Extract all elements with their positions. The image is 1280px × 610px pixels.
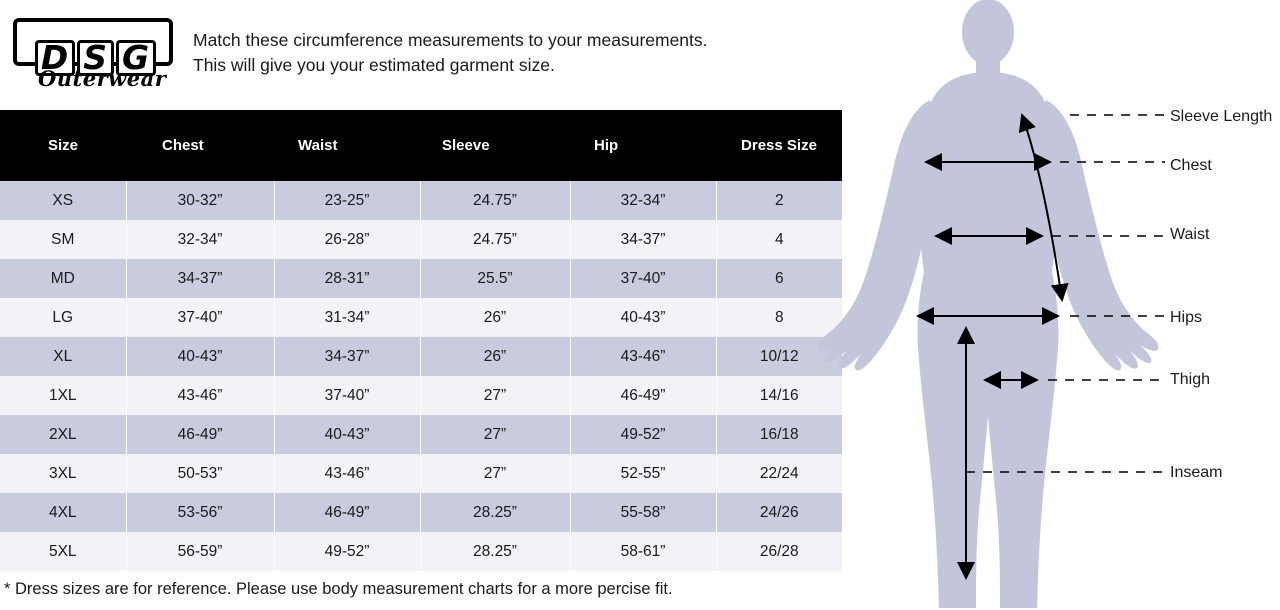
- column-header-dress-size: Dress Size: [716, 110, 842, 181]
- cell-sleeve: 27”: [420, 376, 570, 415]
- cell-dress-size: 2: [716, 181, 842, 220]
- table-row: [0, 532, 842, 571]
- cell-waist: 43-46”: [274, 454, 420, 493]
- cell-chest: 37-40”: [126, 298, 274, 337]
- cell-hip: 55-58”: [570, 493, 716, 532]
- footnote: * Dress sizes are for reference. Please use body measurement charts for a more percise fit.: [4, 580, 673, 598]
- cell-dress-size: 24/26: [716, 493, 842, 532]
- size-table-body: [0, 181, 842, 571]
- table-row: [0, 220, 842, 259]
- cell-hip: 37-40”: [570, 259, 716, 298]
- cell-waist: 23-25”: [274, 181, 420, 220]
- column-header-size: Size: [0, 110, 126, 181]
- cell-chest: 43-46”: [126, 376, 274, 415]
- cell-size: 2XL: [0, 415, 126, 454]
- cell-chest: 46-49”: [126, 415, 274, 454]
- cell-sleeve: 28.25”: [420, 493, 570, 532]
- table-row: [0, 454, 842, 493]
- cell-hip: 32-34”: [570, 181, 716, 220]
- size-table-wrap: [0, 110, 817, 571]
- cell-hip: 34-37”: [570, 220, 716, 259]
- cell-dress-size: 10/12: [716, 337, 842, 376]
- logo-letter-g: G: [116, 40, 156, 76]
- logo-letter-s: S: [77, 40, 114, 76]
- cell-size: 5XL: [0, 532, 126, 571]
- cell-chest: 40-43”: [126, 337, 274, 376]
- cell-dress-size: 8: [716, 298, 842, 337]
- cell-sleeve: 26”: [420, 337, 570, 376]
- cell-waist: 37-40”: [274, 376, 420, 415]
- cell-sleeve: 27”: [420, 454, 570, 493]
- column-header-waist: Waist: [274, 110, 420, 181]
- cell-size: XL: [0, 337, 126, 376]
- cell-hip: 43-46”: [570, 337, 716, 376]
- logo-letter-d: D: [35, 40, 75, 76]
- cell-chest: 53-56”: [126, 493, 274, 532]
- label-hips: Hips: [1170, 309, 1203, 326]
- cell-hip: 40-43”: [570, 298, 716, 337]
- cell-waist: 31-34”: [274, 298, 420, 337]
- intro-line-2: This will give you your estimated garment size.: [193, 55, 555, 75]
- label-waist: Waist: [1170, 226, 1210, 243]
- cell-chest: 32-34”: [126, 220, 274, 259]
- cell-chest: 34-37”: [126, 259, 274, 298]
- intro-text: [193, 28, 813, 78]
- cell-sleeve: 26”: [420, 298, 570, 337]
- cell-size: LG: [0, 298, 126, 337]
- column-header-hip: Hip: [570, 110, 716, 181]
- table-header-row: [0, 110, 842, 181]
- table-row: [0, 376, 842, 415]
- cell-hip: 58-61”: [570, 532, 716, 571]
- cell-waist: 28-31”: [274, 259, 420, 298]
- cell-waist: 26-28”: [274, 220, 420, 259]
- table-row: [0, 298, 842, 337]
- table-row: [0, 337, 842, 376]
- cell-sleeve: 24.75”: [420, 181, 570, 220]
- measurement-figure: [790, 0, 1280, 610]
- column-header-sleeve: Sleeve: [420, 110, 570, 181]
- logo-subtitle: Outerwear: [38, 66, 167, 91]
- cell-hip: 49-52”: [570, 415, 716, 454]
- cell-waist: 46-49”: [274, 493, 420, 532]
- cell-size: 3XL: [0, 454, 126, 493]
- label-chest: Chest: [1170, 157, 1212, 174]
- table-row: [0, 181, 842, 220]
- cell-dress-size: 6: [716, 259, 842, 298]
- cell-sleeve: 27”: [420, 415, 570, 454]
- cell-sleeve: 24.75”: [420, 220, 570, 259]
- table-row: [0, 493, 842, 532]
- cell-size: 1XL: [0, 376, 126, 415]
- label-sleeve-length: Sleeve Length: [1170, 108, 1273, 125]
- cell-chest: 56-59”: [126, 532, 274, 571]
- cell-size: MD: [0, 259, 126, 298]
- cell-chest: 50-53”: [126, 454, 274, 493]
- cell-dress-size: 4: [716, 220, 842, 259]
- body-silhouette: [818, 0, 1159, 608]
- cell-chest: 30-32”: [126, 181, 274, 220]
- intro-line-1: Match these circumference measurements to your measurements.: [193, 30, 708, 50]
- table-row: [0, 259, 842, 298]
- label-inseam: Inseam: [1170, 464, 1223, 481]
- cell-sleeve: 28.25”: [420, 532, 570, 571]
- cell-hip: 46-49”: [570, 376, 716, 415]
- cell-dress-size: 22/24: [716, 454, 842, 493]
- figure-svg: [790, 0, 1280, 610]
- cell-waist: 34-37”: [274, 337, 420, 376]
- cell-dress-size: 26/28: [716, 532, 842, 571]
- cell-dress-size: 16/18: [716, 415, 842, 454]
- size-table-head: [0, 110, 842, 181]
- cell-hip: 52-55”: [570, 454, 716, 493]
- dsg-logo: [8, 18, 183, 98]
- cell-size: XS: [0, 181, 126, 220]
- column-header-chest: Chest: [126, 110, 274, 181]
- cell-size: 4XL: [0, 493, 126, 532]
- size-table: [0, 110, 842, 571]
- cell-sleeve: 25.5”: [420, 259, 570, 298]
- cell-waist: 40-43”: [274, 415, 420, 454]
- cell-dress-size: 14/16: [716, 376, 842, 415]
- label-thigh: Thigh: [1170, 371, 1211, 388]
- cell-size: SM: [0, 220, 126, 259]
- table-row: [0, 415, 842, 454]
- cell-waist: 49-52”: [274, 532, 420, 571]
